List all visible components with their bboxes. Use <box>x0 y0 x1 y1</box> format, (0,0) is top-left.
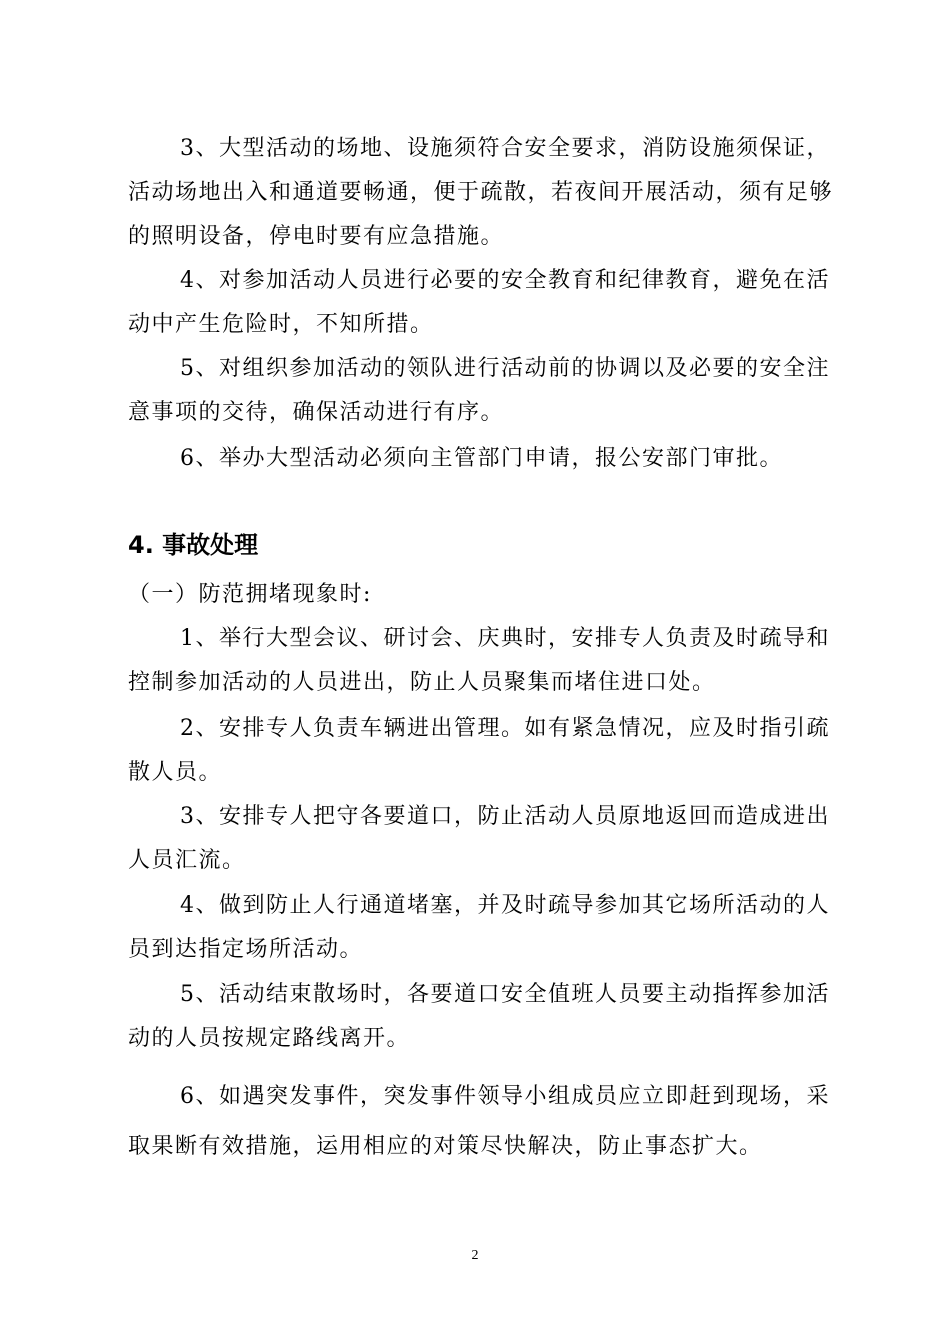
list-item: 4、做到防止人行通道堵塞，并及时疏导参加其它场所活动的人员到达指定场所活动。 <box>128 893 830 962</box>
page-number: 2 <box>471 1248 479 1263</box>
paragraph-item-4: 4、对参加活动人员进行必要的安全教育和纪律教育，避免在活动中产生危险时，不知所措。 <box>128 268 830 337</box>
list-item: 5、活动结束散场时，各要道口安全值班人员要主动指挥参加活动的人员按规定路线离开。 <box>128 982 830 1051</box>
paragraph-item-3: 3、大型活动的场地、设施须符合安全要求，消防设施须保证，活动场地出入和通道要畅通，便于疏散，若夜间开展活动，须有足够的照明设备，停电时要有应急措施。 <box>128 136 834 249</box>
paragraph-item-5: 5、对组织参加活动的领队进行活动前的协调以及必要的安全注意事项的交待，确保活动进行有序。 <box>128 356 830 425</box>
subsection-heading: （一）防范拥堵现象时: <box>128 582 372 607</box>
section-heading: 4. 事故处理 <box>128 531 259 559</box>
paragraph-item-6: 6、举办大型活动必须向主管部门申请，报公安部门审批。 <box>180 446 783 471</box>
list-item: 3、安排专人把守各要道口，防止活动人员原地返回而造成进出人员汇流。 <box>128 804 830 873</box>
list-item: 2、安排专人负责车辆进出管理。如有紧急情况，应及时指引疏散人员。 <box>128 716 830 785</box>
list-item: 1、举行大型会议、研讨会、庆典时，安排专人负责及时疏导和控制参加活动的人员进出，防止人员聚集而堵住进口处。 <box>128 626 830 695</box>
list-item: 6、如遇突发事件，突发事件领导小组成员应立即赶到现场，采取果断有效措施，运用相应的对策尽快解决，防止事态扩大。 <box>128 1084 830 1159</box>
